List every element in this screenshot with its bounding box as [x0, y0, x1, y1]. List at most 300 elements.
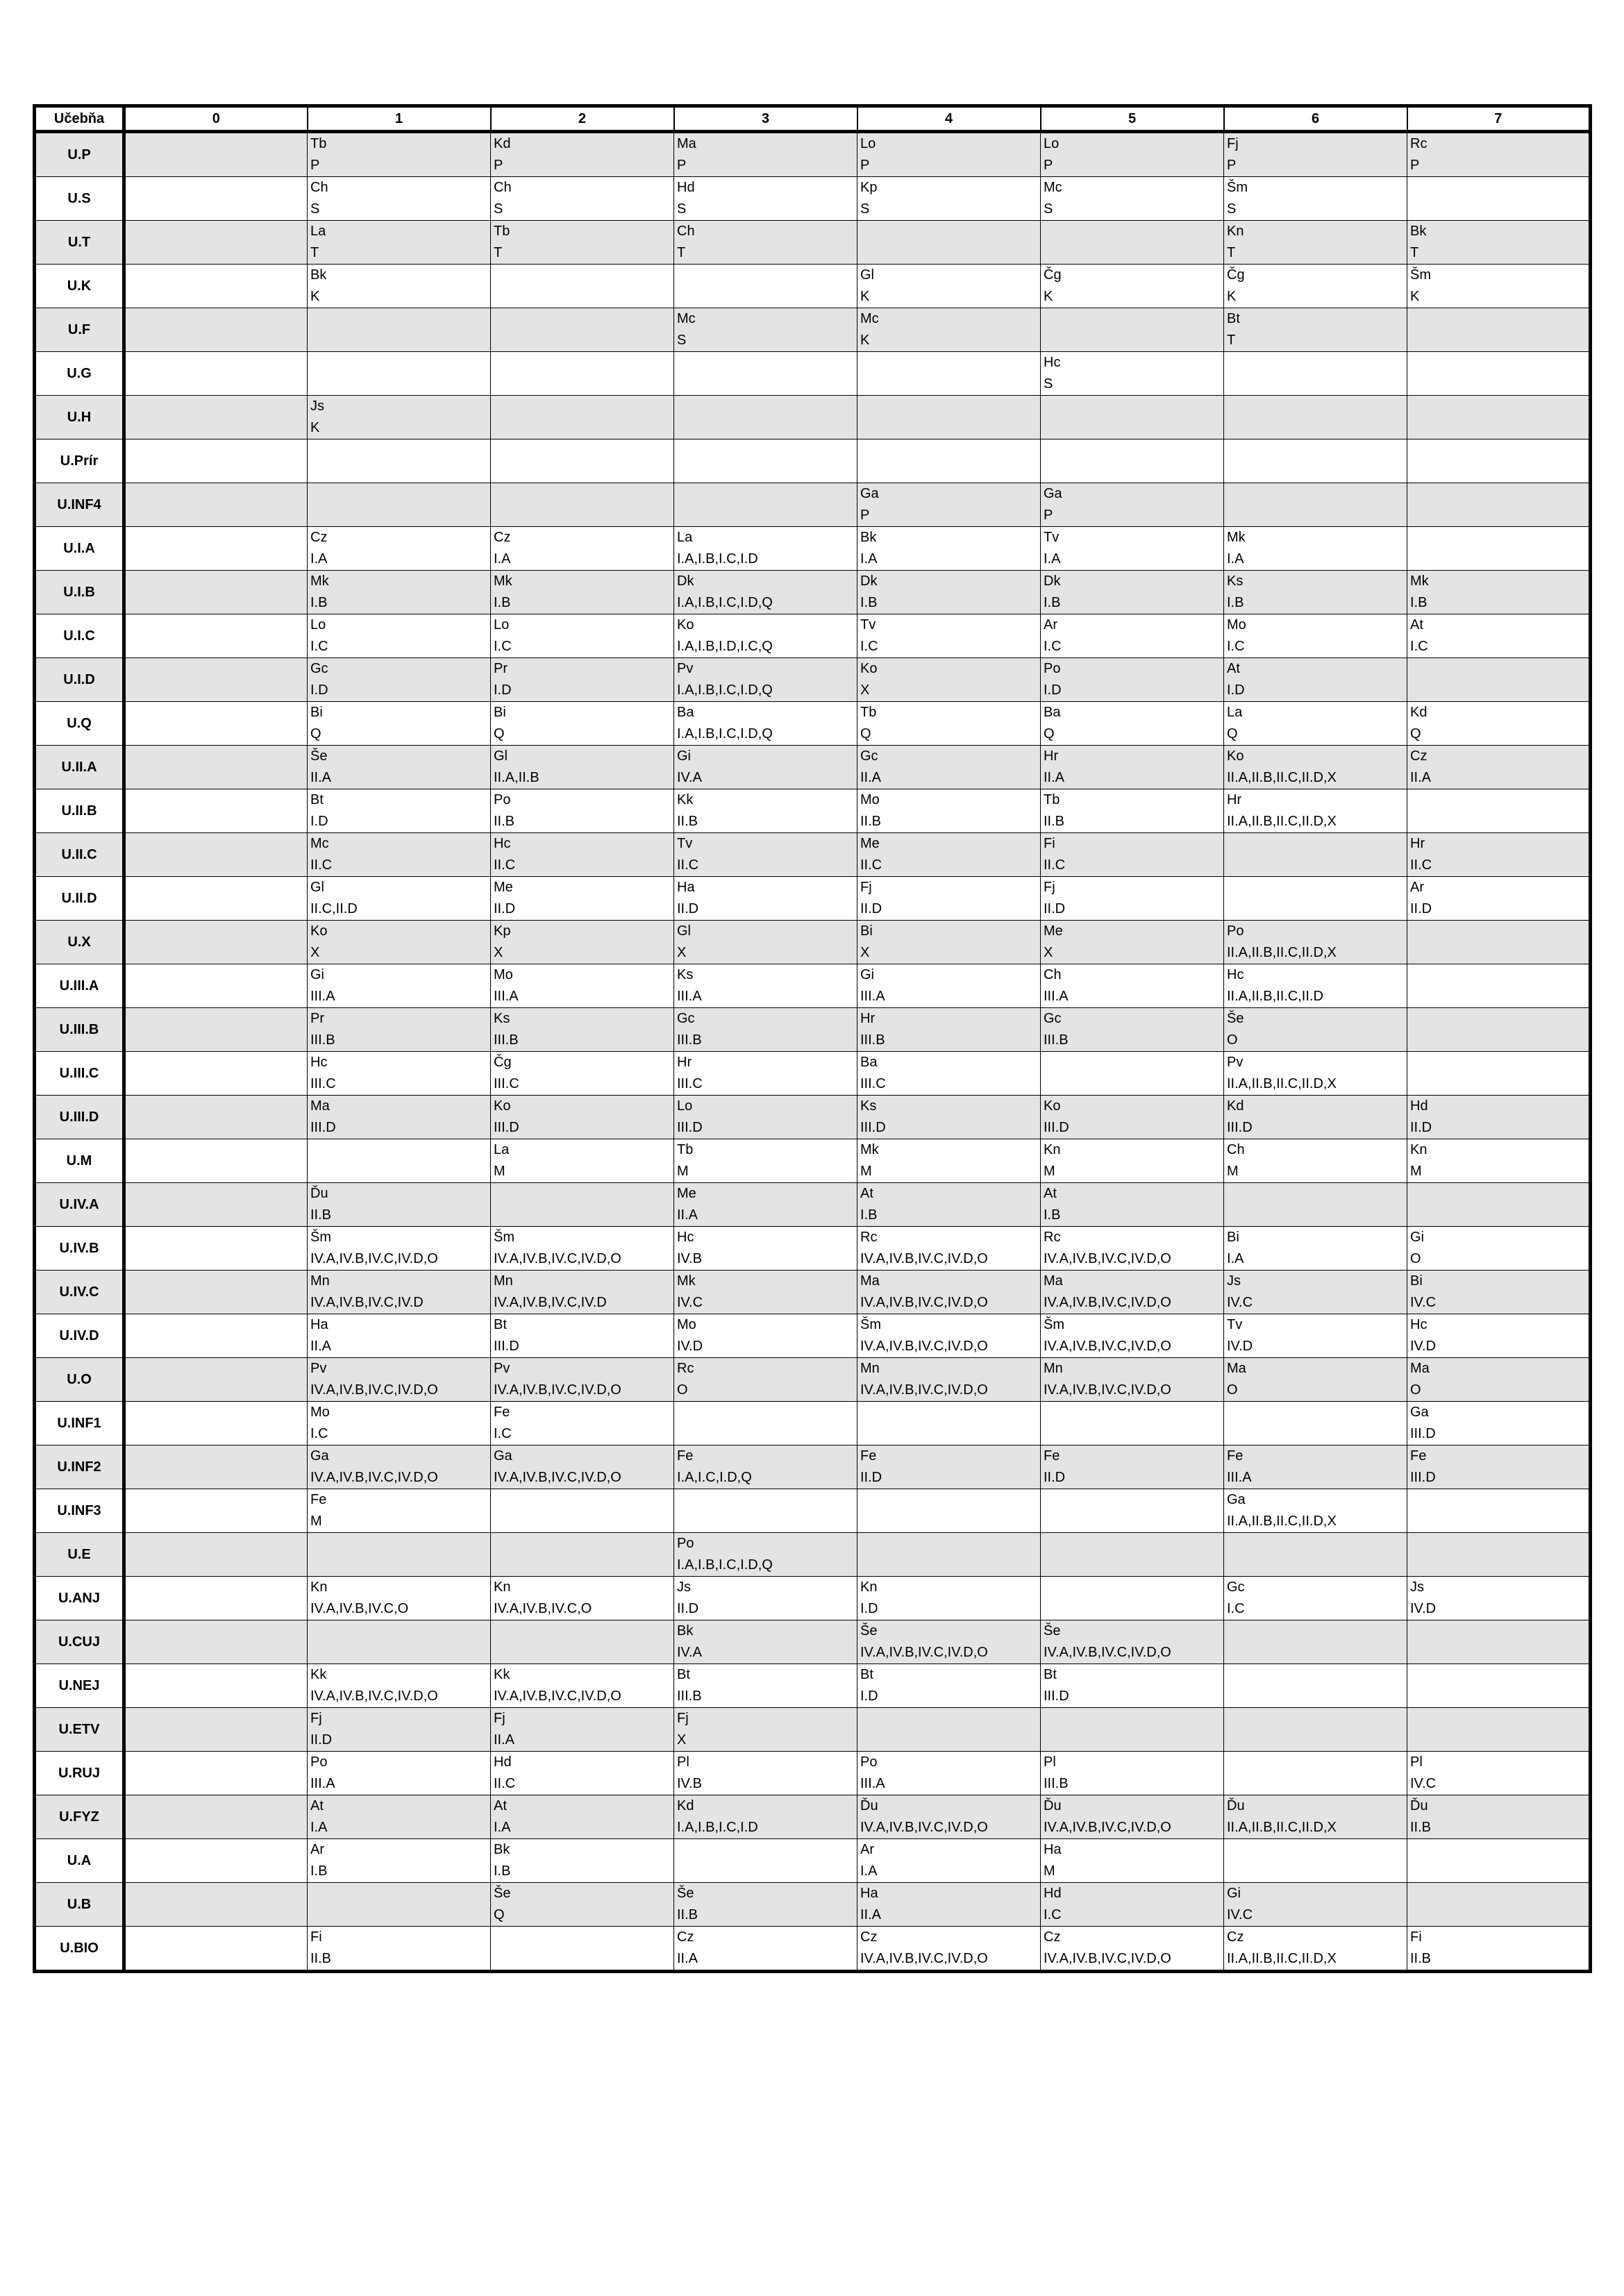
schedule-cell	[1041, 1052, 1224, 1096]
class-list: O	[1227, 1382, 1238, 1398]
teacher-code: At	[1044, 1186, 1057, 1201]
class-list: S	[494, 201, 503, 217]
room-label: U.III.B	[35, 1008, 124, 1052]
teacher-code	[1227, 1708, 1404, 1729]
teacher-code	[128, 1752, 304, 1773]
teacher-code: Mo	[860, 792, 880, 807]
class-list: II.C,II.D	[310, 901, 358, 916]
teacher-code: Me	[494, 880, 513, 895]
schedule-cell	[124, 1752, 308, 1795]
class-list: I.C	[1410, 639, 1428, 654]
schedule-cell	[308, 1446, 491, 1489]
teacher-code: Ga	[1227, 1492, 1246, 1507]
class-list: II.A,II.B,II.C,II.D,X	[1227, 1951, 1337, 1966]
class-list: III.B	[677, 1032, 702, 1048]
teacher-code: Mk	[494, 573, 512, 589]
schedule-cell	[124, 921, 308, 964]
teacher-code	[1410, 1533, 1586, 1555]
class-list	[1227, 1642, 1404, 1664]
class-list	[1044, 461, 1221, 483]
schedule-cell	[308, 527, 491, 571]
schedule-cell	[491, 527, 674, 571]
schedule-cell	[674, 1664, 857, 1708]
table-row	[35, 1183, 1591, 1227]
class-list: IV.C	[1410, 1776, 1437, 1791]
teacher-code	[128, 1139, 304, 1161]
class-list: I.B	[1044, 595, 1061, 610]
teacher-code	[1044, 221, 1221, 242]
schedule-cell	[491, 1708, 674, 1752]
class-list	[128, 1248, 304, 1270]
schedule-cell	[1407, 833, 1591, 877]
class-list	[128, 636, 304, 657]
schedule-cell	[308, 702, 491, 746]
teacher-code	[128, 571, 304, 592]
teacher-code: Fj	[1227, 136, 1239, 151]
teacher-code: At	[494, 1798, 507, 1813]
class-list: III.C	[494, 1076, 519, 1091]
schedule-cell	[308, 439, 491, 483]
schedule-cell	[308, 308, 491, 352]
class-list	[128, 417, 304, 439]
teacher-code	[128, 439, 304, 461]
class-list	[128, 1292, 304, 1314]
schedule-cell	[1041, 1446, 1224, 1489]
class-list: I.D	[494, 682, 512, 698]
schedule-cell	[124, 1489, 308, 1533]
schedule-cell	[1224, 746, 1407, 789]
class-list: P	[1044, 508, 1053, 523]
schedule-cell	[308, 964, 491, 1008]
class-list: I.B	[310, 1863, 328, 1879]
class-list: O	[1410, 1382, 1421, 1398]
schedule-cell	[1407, 1577, 1591, 1620]
teacher-code: Hr	[677, 1055, 692, 1070]
teacher-code: Fi	[1410, 1929, 1422, 1945]
teacher-code	[1410, 439, 1586, 461]
class-list: P	[677, 158, 687, 173]
schedule-cell	[1041, 1314, 1224, 1358]
teacher-code: Mn	[494, 1273, 513, 1289]
schedule-cell	[1041, 614, 1224, 658]
teacher-code: Tv	[1227, 1317, 1243, 1332]
teacher-code	[1410, 1708, 1586, 1729]
schedule-cell	[124, 1139, 308, 1183]
schedule-cell	[308, 1927, 491, 1972]
schedule-cell	[1041, 1708, 1224, 1752]
teacher-code: Fj	[494, 1711, 505, 1726]
schedule-cell	[491, 658, 674, 702]
teacher-code	[1410, 1183, 1586, 1205]
schedule-cell	[1224, 352, 1407, 396]
room-label: U.ETV	[35, 1708, 124, 1752]
teacher-code: Bt	[677, 1667, 690, 1682]
class-list: S	[677, 201, 687, 217]
class-list: IV.D	[677, 1339, 703, 1354]
table-row	[35, 658, 1591, 702]
schedule-cell	[1407, 1314, 1591, 1358]
teacher-code	[128, 1183, 304, 1205]
table-body	[35, 132, 1591, 1972]
class-list: K	[1044, 289, 1053, 304]
class-list: K	[310, 420, 320, 435]
teacher-code: Bk	[1410, 224, 1427, 239]
schedule-cell	[124, 308, 308, 352]
teacher-code	[128, 1008, 304, 1030]
class-list: I.A	[1044, 551, 1061, 567]
teacher-code	[494, 1183, 671, 1205]
teacher-code: Pv	[310, 1361, 327, 1376]
schedule-cell	[1224, 1489, 1407, 1533]
schedule-cell	[1041, 746, 1224, 789]
class-list	[1410, 199, 1586, 220]
class-list	[1410, 1686, 1586, 1707]
table-row	[35, 132, 1591, 177]
class-list: I.D	[860, 1689, 878, 1704]
class-list: III.A	[310, 1776, 335, 1791]
class-list: I.A	[860, 551, 878, 567]
schedule-cell	[857, 746, 1041, 789]
class-list	[1227, 1205, 1404, 1226]
class-list	[1044, 242, 1221, 264]
class-list: IV.A,IV.B,IV.C,IV.D,O	[860, 1951, 988, 1966]
teacher-code	[1044, 1708, 1221, 1729]
class-list: II.A,II.B,II.C,II.D,X	[1227, 814, 1337, 829]
teacher-code: Kk	[677, 792, 694, 807]
class-list: II.D	[494, 901, 516, 916]
class-list: T	[494, 245, 503, 260]
schedule-cell	[308, 221, 491, 265]
schedule-cell	[1407, 1927, 1591, 1972]
schedule-cell	[491, 1489, 674, 1533]
class-list: I.D	[860, 1601, 878, 1616]
teacher-code: Kp	[860, 180, 878, 195]
table-row	[35, 1314, 1591, 1358]
teacher-code: Pv	[494, 1361, 510, 1376]
room-label: U.IV.A	[35, 1183, 124, 1227]
teacher-code: Ks	[494, 1011, 510, 1026]
class-list: I.B	[860, 595, 878, 610]
teacher-code	[677, 439, 854, 461]
teacher-code: Ks	[677, 967, 694, 982]
class-list	[128, 505, 304, 526]
schedule-cell	[857, 483, 1041, 527]
schedule-cell	[124, 833, 308, 877]
table-row	[35, 527, 1591, 571]
schedule-cell	[674, 1883, 857, 1927]
schedule-cell	[308, 352, 491, 396]
teacher-code: Kn	[1227, 224, 1244, 239]
class-list: X	[860, 682, 870, 698]
room-label: U.P	[35, 132, 124, 177]
room-schedule-table	[33, 104, 1592, 1973]
class-list: II.D	[1044, 901, 1066, 916]
class-list: X	[860, 945, 870, 960]
schedule-cell	[308, 571, 491, 614]
teacher-code: Mk	[677, 1273, 696, 1289]
class-list	[310, 1555, 487, 1576]
schedule-cell	[1224, 132, 1407, 177]
schedule-cell	[1041, 1664, 1224, 1708]
class-list: IV.B	[677, 1776, 702, 1791]
schedule-cell	[124, 1577, 308, 1620]
class-list	[1227, 461, 1404, 483]
schedule-cell	[491, 1839, 674, 1883]
class-list	[1044, 330, 1221, 351]
class-list: III.B	[677, 1689, 702, 1704]
class-list: II.B	[310, 1207, 332, 1223]
schedule-cell	[857, 177, 1041, 221]
schedule-cell	[674, 833, 857, 877]
teacher-code: Kd	[1410, 705, 1428, 720]
table-row	[35, 1139, 1591, 1183]
class-list	[494, 505, 671, 526]
teacher-code: Mo	[310, 1405, 330, 1420]
schedule-cell	[1224, 439, 1407, 483]
schedule-cell	[124, 483, 308, 527]
teacher-code: Po	[494, 792, 511, 807]
table-row	[35, 439, 1591, 483]
class-list: III.A	[310, 989, 335, 1004]
teacher-code: Ďu	[1410, 1798, 1428, 1813]
teacher-code	[128, 1446, 304, 1467]
class-list: IV.A,IV.B,IV.C,IV.D,O	[860, 1295, 988, 1310]
schedule-cell	[1041, 1227, 1224, 1271]
teacher-code: Ko	[860, 661, 878, 676]
schedule-cell	[124, 439, 308, 483]
teacher-code: Ba	[677, 705, 694, 720]
teacher-code: Rc	[1044, 1230, 1061, 1245]
schedule-cell	[491, 177, 674, 221]
teacher-code: Gi	[310, 967, 324, 982]
teacher-code: Bt	[310, 792, 324, 807]
teacher-code: Mo	[677, 1317, 696, 1332]
teacher-code: Še	[1227, 1011, 1244, 1026]
teacher-code: Hr	[1227, 792, 1242, 807]
schedule-cell	[1041, 1883, 1224, 1927]
schedule-cell	[124, 396, 308, 439]
room-label: U.INF1	[35, 1402, 124, 1446]
class-list	[1410, 461, 1586, 483]
teacher-code: Hc	[677, 1230, 694, 1245]
teacher-code: Še	[860, 1623, 878, 1639]
class-list: III.A	[1044, 989, 1069, 1004]
class-list	[310, 461, 487, 483]
schedule-cell	[491, 483, 674, 527]
schedule-cell	[1224, 1271, 1407, 1314]
class-list: II.B	[677, 814, 698, 829]
schedule-cell	[308, 1664, 491, 1708]
schedule-cell	[857, 396, 1041, 439]
class-list: I.C	[494, 1426, 512, 1441]
room-label: U.BIO	[35, 1927, 124, 1972]
teacher-code: Fe	[310, 1492, 327, 1507]
schedule-cell	[857, 1577, 1041, 1620]
schedule-cell	[857, 1052, 1041, 1096]
schedule-cell	[308, 1489, 491, 1533]
teacher-code	[310, 352, 487, 374]
schedule-cell	[491, 439, 674, 483]
class-list: III.D	[677, 1120, 703, 1135]
schedule-cell	[491, 1446, 674, 1489]
schedule-cell	[124, 1402, 308, 1446]
teacher-code: Kn	[494, 1579, 511, 1595]
teacher-code: At	[1227, 661, 1240, 676]
table-row	[35, 352, 1591, 396]
class-list	[128, 1205, 304, 1226]
teacher-code	[494, 396, 671, 417]
teacher-code: Ch	[494, 180, 512, 195]
class-list: K	[1410, 289, 1420, 304]
schedule-cell	[674, 1752, 857, 1795]
schedule-cell	[674, 614, 857, 658]
teacher-code: Cz	[310, 530, 328, 545]
schedule-cell	[1041, 1008, 1224, 1052]
teacher-code: Še	[1044, 1623, 1061, 1639]
class-list: K	[310, 289, 320, 304]
teacher-code: Ga	[860, 486, 879, 501]
schedule-cell	[1224, 1096, 1407, 1139]
schedule-cell	[1407, 1752, 1591, 1795]
room-label: U.I.A	[35, 527, 124, 571]
schedule-cell	[124, 1052, 308, 1096]
teacher-code: Fi	[1044, 836, 1055, 851]
schedule-cell	[1224, 1620, 1407, 1664]
teacher-code	[128, 1664, 304, 1686]
class-list	[1227, 1773, 1404, 1795]
period-header-3: 3	[674, 106, 857, 132]
schedule-cell	[308, 877, 491, 921]
schedule-cell	[124, 1358, 308, 1402]
schedule-cell	[1407, 308, 1591, 352]
class-list: S	[860, 201, 870, 217]
room-label: U.IV.C	[35, 1271, 124, 1314]
schedule-cell	[491, 921, 674, 964]
schedule-cell	[308, 1096, 491, 1139]
teacher-code: Ma	[310, 1098, 330, 1114]
schedule-cell	[674, 352, 857, 396]
teacher-code	[494, 1620, 671, 1642]
teacher-code: Ga	[494, 1448, 512, 1464]
class-list: II.A	[494, 1732, 515, 1748]
schedule-cell	[1224, 1183, 1407, 1227]
schedule-cell	[1041, 1358, 1224, 1402]
class-list	[677, 505, 854, 526]
schedule-cell	[1041, 1183, 1224, 1227]
class-list	[677, 374, 854, 395]
teacher-code: Kp	[494, 923, 511, 939]
class-list: I.C	[494, 639, 512, 654]
teacher-code	[1044, 1402, 1221, 1423]
teacher-code: Tb	[1044, 792, 1060, 807]
schedule-cell	[674, 1577, 857, 1620]
class-list: II.D	[1044, 1470, 1066, 1485]
class-list	[860, 242, 1037, 264]
schedule-cell	[1407, 614, 1591, 658]
teacher-code: Dk	[1044, 573, 1061, 589]
schedule-cell	[1407, 1795, 1591, 1839]
class-list	[1410, 1511, 1586, 1532]
class-list	[494, 374, 671, 395]
class-list: IV.A,IV.B,IV.C,IV.D,O	[860, 1645, 988, 1660]
teacher-code: Tb	[494, 224, 510, 239]
room-label: U.M	[35, 1139, 124, 1183]
teacher-code: Mn	[310, 1273, 330, 1289]
class-list	[128, 592, 304, 614]
class-list	[860, 1511, 1037, 1532]
class-list: O	[677, 1382, 688, 1398]
teacher-code: Kk	[310, 1667, 327, 1682]
table-row	[35, 1883, 1591, 1927]
teacher-code	[128, 1052, 304, 1073]
schedule-cell	[674, 1358, 857, 1402]
teacher-code: Bi	[860, 923, 873, 939]
teacher-code: Kd	[494, 136, 511, 151]
class-list	[1410, 417, 1586, 439]
class-list: X	[677, 1732, 687, 1748]
room-label: U.RUJ	[35, 1752, 124, 1795]
teacher-code: Mc	[310, 836, 329, 851]
schedule-cell	[1407, 221, 1591, 265]
class-list	[128, 1073, 304, 1095]
class-list	[128, 286, 304, 308]
class-list: I.B	[494, 595, 511, 610]
schedule-cell	[1041, 265, 1224, 308]
class-list: I.A,I.B,I.D,I.C,Q	[677, 639, 773, 654]
schedule-cell	[491, 1752, 674, 1795]
class-list: II.B	[677, 1907, 698, 1922]
class-list: M	[1044, 1863, 1055, 1879]
class-list: II.D	[1410, 1120, 1432, 1135]
schedule-cell	[308, 1183, 491, 1227]
schedule-cell	[857, 265, 1041, 308]
class-list	[1227, 1423, 1404, 1445]
class-list: III.D	[494, 1120, 519, 1135]
class-list: II.A,II.B,II.C,II.D,X	[1227, 770, 1337, 785]
teacher-code: Hc	[1227, 967, 1244, 982]
class-list	[310, 1161, 487, 1182]
teacher-code	[128, 1227, 304, 1248]
schedule-cell	[124, 1446, 308, 1489]
teacher-code: Hd	[1044, 1886, 1062, 1901]
table-row	[35, 1489, 1591, 1533]
table-row	[35, 1620, 1591, 1664]
teacher-code: Še	[677, 1886, 694, 1901]
class-list: IV.A,IV.B,IV.C,IV.D,O	[1044, 1251, 1171, 1266]
teacher-code	[1410, 964, 1586, 986]
schedule-cell	[674, 1139, 857, 1183]
room-label: U.IV.B	[35, 1227, 124, 1271]
class-list: IV.A,IV.B,IV.C,IV.D,O	[860, 1251, 988, 1266]
teacher-code: Ch	[1227, 1142, 1245, 1157]
schedule-cell	[124, 527, 308, 571]
schedule-cell	[1224, 527, 1407, 571]
teacher-code	[1227, 833, 1404, 855]
class-list: II.D	[860, 901, 882, 916]
teacher-code	[128, 1314, 304, 1336]
class-list: IV.A,IV.B,IV.C,IV.D,O	[494, 1251, 621, 1266]
teacher-code	[128, 1096, 304, 1117]
class-list: II.A	[677, 1207, 698, 1223]
schedule-cell	[124, 571, 308, 614]
teacher-code: Fe	[677, 1448, 694, 1464]
class-list	[128, 942, 304, 964]
class-list	[1410, 1030, 1586, 1051]
room-label: U.I.D	[35, 658, 124, 702]
schedule-cell	[1041, 439, 1224, 483]
teacher-code: Mn	[1044, 1361, 1063, 1376]
teacher-code: Fj	[1044, 880, 1055, 895]
